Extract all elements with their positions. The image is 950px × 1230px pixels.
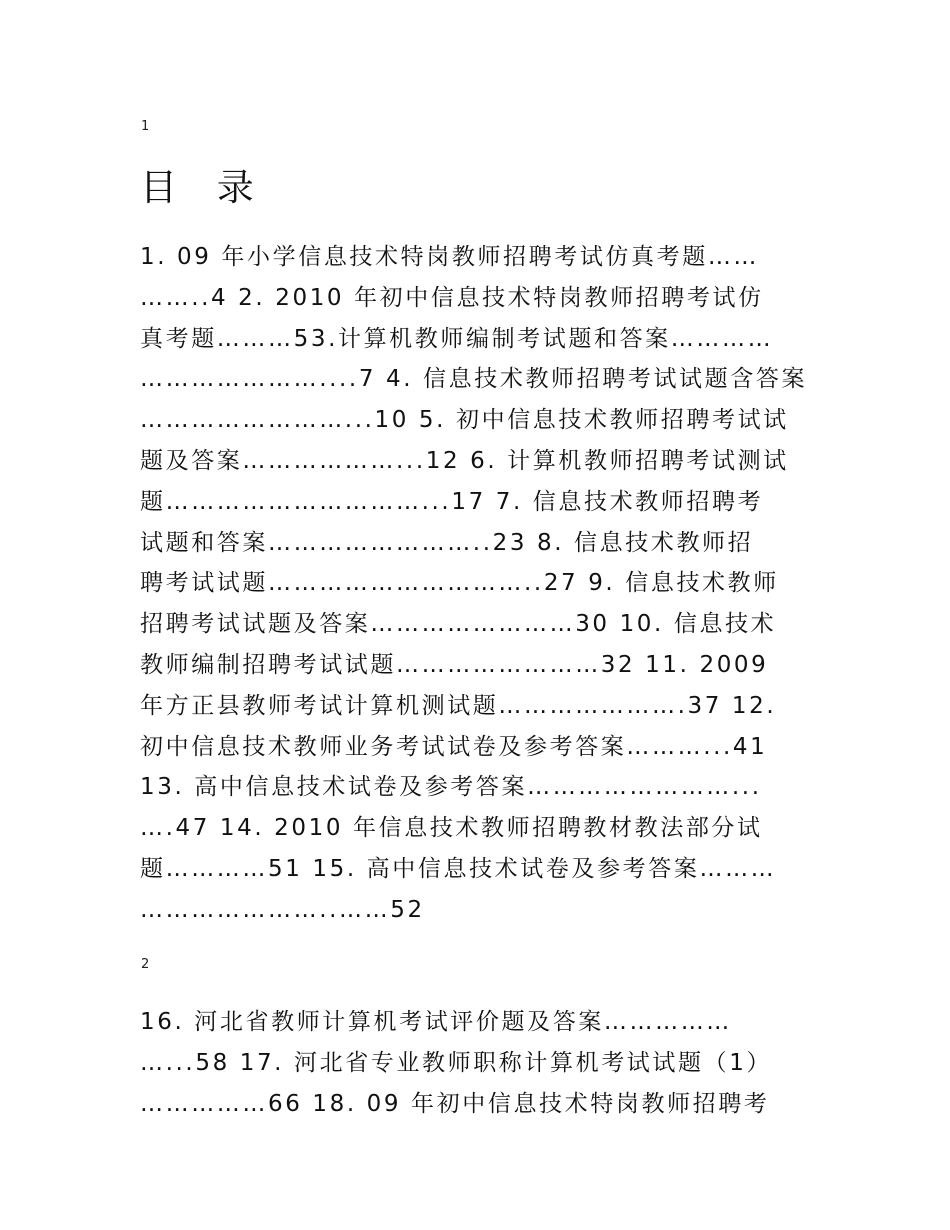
toc-line: ……..4 2. 2010 年初中信息技术特岗教师招聘考试仿: [140, 284, 764, 311]
toc-line: ….47 14. 2010 年信息技术教师招聘教材教法部分试: [140, 815, 763, 842]
toc-line: 试题和答案……………………..23 8. 信息技术教师招: [140, 529, 754, 556]
toc-line: 题…………51 15. 高中信息技术试卷及参考答案………: [140, 855, 777, 882]
toc-line: 16. 河北省教师计算机考试评价题及答案……………: [140, 1009, 732, 1035]
toc-block-page1: [140, 237, 812, 931]
toc-line: ……………66 18. 09 年初中信息技术特岗教师招聘考: [140, 1090, 770, 1117]
toc-line: 题及答案………………...12 6. 计算机教师招聘考试测试: [140, 447, 789, 474]
toc-line: …………………....7 4. 信息技术教师招聘考试试题含答案: [140, 366, 808, 393]
toc-line: 年方正县教师考试计算机测试题………………….37 12.: [140, 692, 777, 719]
toc-line: ……………………...10 5. 初中信息技术教师招聘考试试: [140, 407, 789, 434]
toc-line: 聘考试试题…………………………..27 9. 信息技术教师: [140, 570, 779, 597]
page-number-2: 2: [141, 957, 150, 972]
toc-line: 题…………………………...17 7. 信息技术教师招聘考: [140, 488, 764, 515]
toc-line: 1. 09 年小学信息技术特岗教师招聘考试仿真考题……: [140, 244, 760, 270]
toc-title: 目 录: [140, 166, 268, 209]
toc-line: …...58 17. 河北省专业教师职称计算机考试试题（1）: [140, 1049, 773, 1076]
toc-line: 教师编制招聘考试试题……………………32 11. 2009: [140, 651, 769, 678]
toc-line: 招聘考试试题及答案……………………30 10. 信息技术: [140, 611, 777, 638]
toc-line: 13. 高中信息技术试卷及参考答案……………………...: [140, 774, 762, 801]
toc-line: …………………..……52: [140, 896, 425, 923]
page-number-1: 1: [141, 119, 150, 134]
toc-line: 初中信息技术教师业务考试试卷及参考答案………...41: [140, 733, 768, 760]
toc-line: 真考题………53.计算机教师编制考试题和答案…………: [140, 325, 774, 352]
toc-block-page2: [140, 1002, 812, 1124]
